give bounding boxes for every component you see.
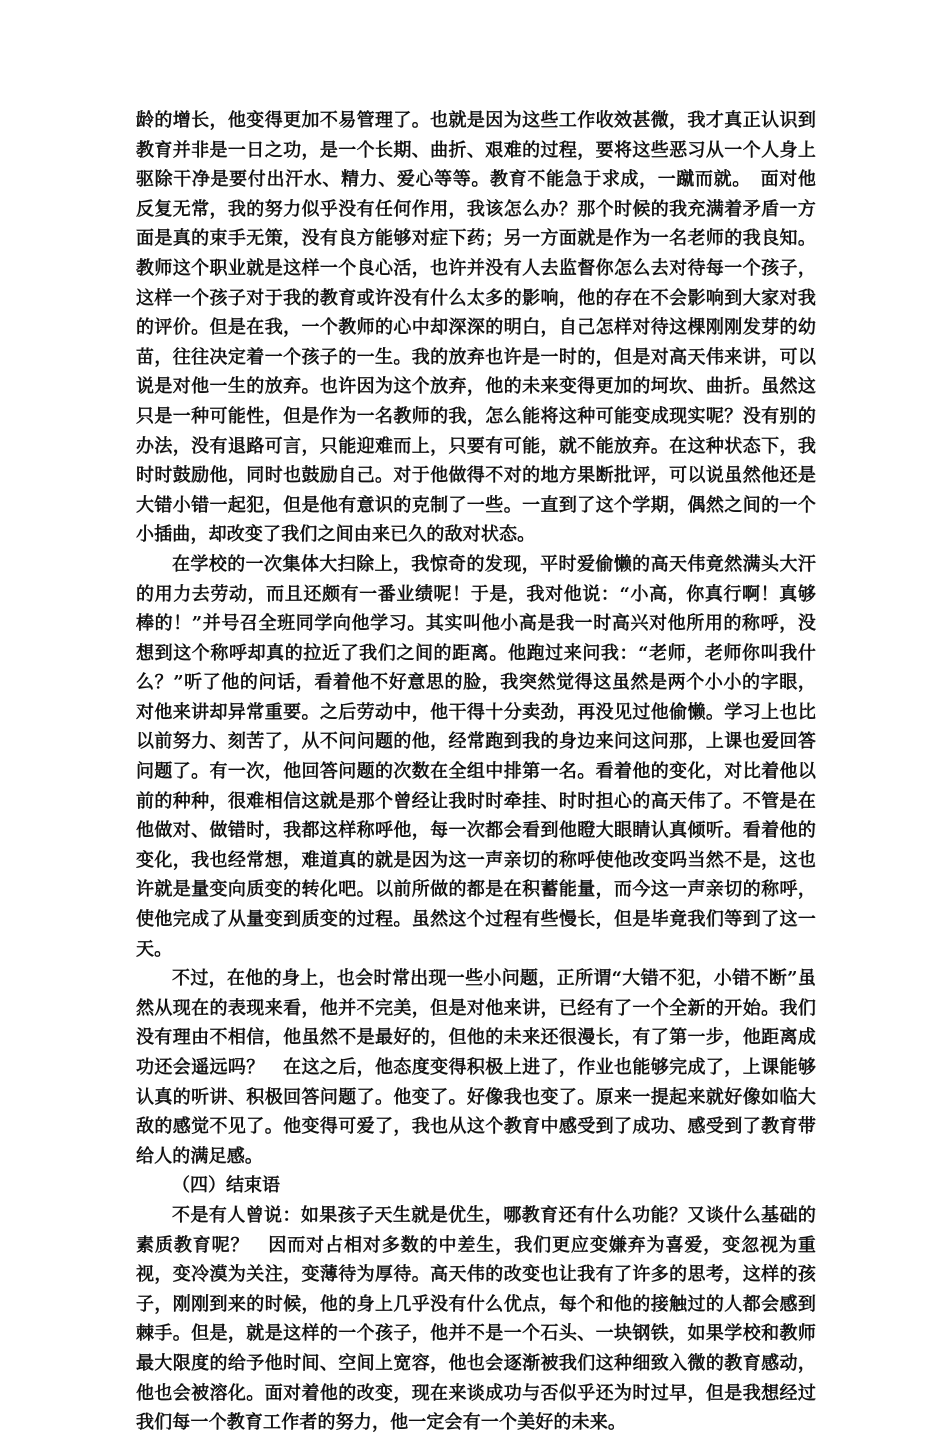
document-body bbox=[136, 106, 816, 1438]
paragraph-new-start: 不过，在他的身上，也会时常出现一些小问题，正所谓“大错不犯，小错不断”虽然从现在的表现来看，他并不完美，但是对他来讲，已经有了一个全新的开始。我们没有理由不相信，他虽然不是最好的，但他的未来还很漫长，有了第一步，他距离成功还会遥远吗？ 在这之后，他态度变得积极上进了，作业也能够完成了，上课能够认真的听讲、积极回答问题了。他变了。好像我也变了。原来一提起来就好像如临大敌的感觉不见了。他变得可爱了，我也从这个教育中感受到了成功、感受到了教育带给人的满足感。 bbox=[136, 968, 816, 1167]
paragraph-cleanup-day: 在学校的一次集体大扫除上，我惊奇的发现，平时爱偷懒的高天伟竟然满头大汗的用力去劳动，而且还颇有一番业绩呢！于是，我对他说：“小高，你真行啊！真够棒的！”并号召全班同学向他学习。其实叫他小高是我一时高兴对他所用的称呼，没想到这个称呼却真的拉近了我们之间的距离。他跑过来问我：“老师，老师你叫我什么？”听了他的问话，看着他不好意思的脸，我突然觉得这虽然是两个小小的字眼，对他来讲却异常重要。之后劳动中，他干得十分卖劲，再没见过他偷懒。学习上也比以前努力、刻苦了，从不问问题的他，经常跑到我的身边来问这问那，上课也爱回答问题了。有一次，他回答问题的次数在全组中排第一名。看着他的变化，对比着他以前的种种，很难相信这就是那个曾经让我时时牵挂、时时担心的高天伟了。不管是在他做对、做错时，我都这样称呼他，每一次都会看到他瞪大眼睛认真倾听。看着他的变化，我也经常想，难道真的就是因为这一声亲切的称呼使他改变吗当然不是，这也许就是量变向质变的转化吧。以前所做的都是在积蓄能量，而今这一声亲切的称呼，使他完成了从量变到质变的过程。虽然这个过程有些慢长，但是毕竟我们等到了这一天。 bbox=[136, 553, 816, 960]
section-heading: （四）结束语 bbox=[172, 1175, 280, 1197]
paragraph-continuation: 龄的增长，他变得更加不易管理了。也就是因为这些工作收效甚微，我才真正认识到教育并非是一日之功，是一个长期、曲折、艰难的过程，要将这些恶习从一个人身上驱除干净是要付出汗水、精力、爱心等等。教育不能急于求成，一蹴而就。 面对他反复无常，我的努力似乎没有任何作用，我该怎么办？那个时候的我充满着矛盾一方面是真的束手无策，没有良方能够对症下药；另一方面就是作为一名老师的我良知。教师这个职业就是这样一个良心活，也许并没有人去监督你怎么去对待每一个孩子，这样一个孩子对于我的教育或许没有什么太多的影响，他的存在不会影响到大家对我的评价。但是在我，一个教师的心中却深深的明白，自己怎样对待这棵刚刚发芽的幼苗，往往决定着一个孩子的一生。我的放弃也许是一时的，但是对高天伟来讲，可以说是对他一生的放弃。也许因为这个放弃，他的未来变得更加的坷坎、曲折。虽然这只是一种可能性，但是作为一名教师的我，怎么能将这种可能变成现实呢？没有别的办法，没有退路可言，只能迎难而上，只要有可能，就不能放弃。在这种状态下，我时时鼓励他，同时也鼓励自己。对于他做得不对的地方果断批评，可以说虽然他还是大错小错一起犯，但是他有意识的克制了一些。一直到了这个学期，偶然之间的一个小插曲，却改变了我们之间由来已久的敌对状态。 bbox=[136, 110, 816, 546]
paragraph-conclusion: 不是有人曾说：如果孩子天生就是优生，哪教育还有什么功能？又谈什么基础的素质教育呢？ 因而对占相对多数的中差生，我们更应变嫌弃为喜爱，变忽视为重视，变冷漠为关注，变薄待为厚待。高天伟的改变也让我有了许多的思考，这样的孩子，刚刚到来的时候，他的身上几乎没有什么优点，每个和他的接触过的人都会感到棘手。但是，就是这样的一个孩子，他并不是一个石头、一块钢铁，如果学校和教师最大限度的给予他时间、空间上宽容，他也会逐渐被我们这种细致入微的教育感动，他也会被溶化。面对着他的改变，现在来谈成功与否似乎还为时过早，但是我想经过我们每一个教育工作者的努力，他一定会有一个美好的未来。 bbox=[136, 1204, 816, 1434]
